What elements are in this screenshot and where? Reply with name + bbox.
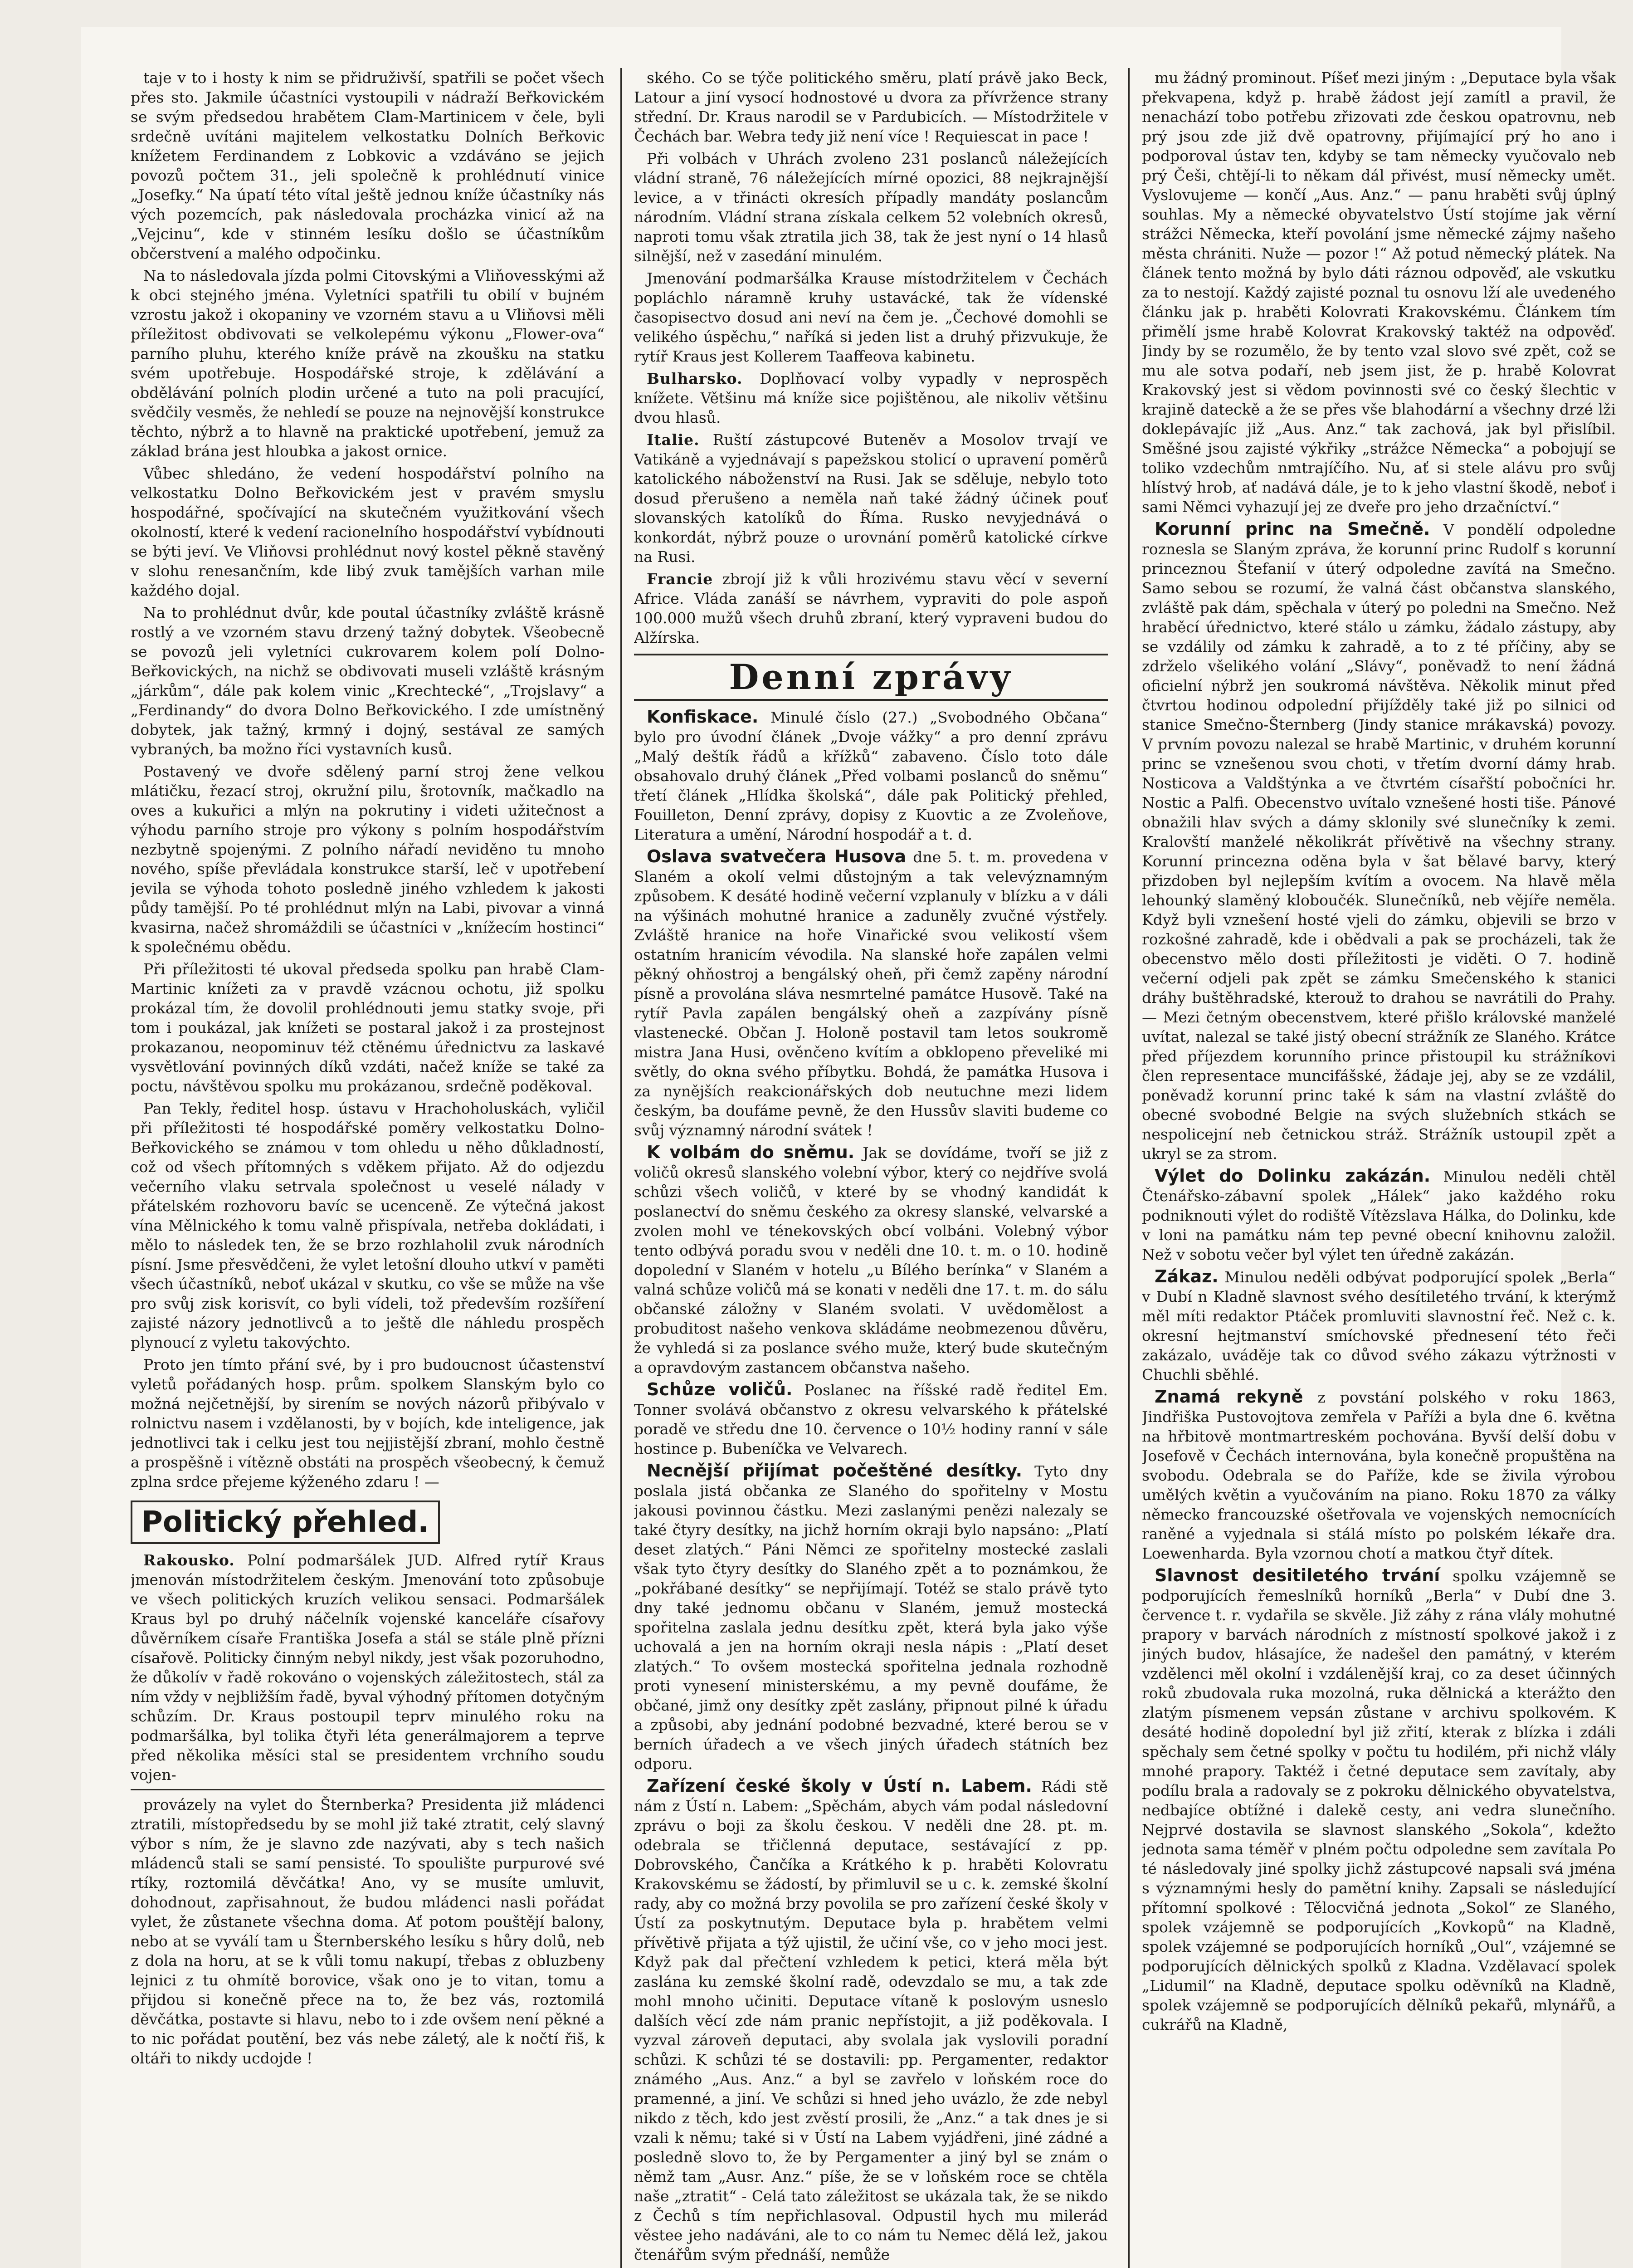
news-item <box>1142 1387 1616 1563</box>
news-item-title: Výlet do Dolinku zakázán. <box>1155 1166 1431 1186</box>
news-item <box>634 847 1108 1140</box>
news-item-title: Schůze voličů. <box>647 1379 793 1399</box>
country-label: Rakousko. <box>143 1551 235 1569</box>
news-item <box>634 1461 1108 1774</box>
country-label: Italie. <box>647 431 700 449</box>
news-item-text: Poslanec na říšské radě ředitel Em. Tonner svolává občanstvo z okresu velvarského k přátelské poradě ve středu dne 10. července o 10½ hodiny ranní v sále hostince p. Bubeníčka ve Velvarech. <box>634 1381 1108 1457</box>
column-rule-left <box>620 68 622 2268</box>
article-paragraph: mu žádný prominout. Píšeť mezi jiným : „Deputace byla však překvapena, když p. hrabě žádost její zamítl a pravil, že nenachází tobo potřebu zřizovati zde českou opatrovnu, neb prý jsou zde již dvě opatrovny, přijímající prý ho ano i podporoval ústav ten, kdyby se tam německy vyučovalo neb prý Češi, chtějí-li to někam dál přivést, musí německy umět. Vyslovujeme — končí „Aus. Anz.“ — panu hraběti svůj úplný souhlas. My a německé obyvatelstvo Ústí stojíme jak věrní strážci Německa, kteří povolání jsme německé zájmy našeho města chrániti. Nuže — pozor !“ Až potud německý plátek. Na článek tento možná by bylo dáti ráznou odpověď, ale vskutku za to nestojí. Každý zajisté poznal tu osnovu lží ale uvedeného článku jak p. hraběti Kolovrati Krakovskému. Článkem tím přimělí jsme hrabě Kolovrat Krakovský taktéž na odpověď. Jindy by se rozumělo, že by tento vzal slovo své zpět, což se mu ale sotva podaří, neb jsem jist, že p. hrabě Kolovrat Krakovský jest si vědom povinnosti své co český šlechtic v krajině dateckě a že se přes vše blahodární a všechny drzé lži doklepávajíc již „Aus. Anz.“ tak zachová, jak byl přislíbil. Směšné jsou zajisté výkřiky „strážce Německa“ a pobojují se toliko vzdechům nmtrajíčího. Nu, ať si stele alávu pro svůj hlístvý hrob, ať nadává dále, je to k jeho vlastní škodě, neboť i sami Němci vyhazují jej ze dveře pro jeho drzačníctví.“ <box>1142 69 1616 516</box>
article-paragraph: Na to prohlédnut dvůr, kde poutal účastníky zvláště krásně rostlý a ve vzorném stavu drzený tažný dobytek. Všeobecně se povozů jeli vyletníci cukrovarem kolem polí Dolno-Beřkovických, na nichž se obdivovati museli vzláště krásným „járkům“, dále pak kolem vinic „Krechtecké“, „Trojslavy“ a „Ferdinandy“ do dvora Dolno Beřkovického. I zde umístněný dobytek, jak tažný, krmný i dojný, sestával ze samých vybraných, ba možno říci vystavních kusů. <box>131 604 604 758</box>
article-paragraph: Na to následovala jízda polmi Citovskými a Vliňovesskými až k obci stejného jména. Vyletníci spatřili tu obilí v bujném vzrostu jakož i okopaniny ve vzorném stavu a u Vliňovsi měli příležitost obdivovati se velkolepému výkonu „Flower-ova“ parního pluhu, kterého kníže právě na zkoušku na statku svém upotřebuje. Hospodářské stroje, k zdělávání a obdělávání polních plodin určené a tuto na poli pracující, svědčily vesměs, že nehledí se pouze na nejnovější konstrukce těchto, nýbrž a to hlavně na praktické upotřebení, jemuž za základ brána jest hloubka a jakost ornice. <box>131 267 604 460</box>
article-paragraph: Postavený ve dvoře sdělený parní stroj žene velkou mlátičku, řezací stroj, okružní pilu, šrotovník, mačkadlo na oves a kukuřici a mlýn na pokrutiny i videti užitečnost a výhodu parního stroje pro výkony s polním hospodářstvím nezbytně spojenými. Z polního nářadí neviděno tu mnoho nového, spíše převládala konstrukce starší, leč v upotřebení jevila se výhoda tohoto posledně jiného vzhledem k jakosti půdy tamější. Po té prohlédnut mlýn na Labi, pivovar a vinná kvasirna, načež shromáždili se účastníci v „knížecím hostinci“ k společnému obědu. <box>131 763 604 956</box>
news-item <box>1142 1267 1616 1384</box>
divider <box>131 1789 604 1790</box>
article-paragraph: Při volbách v Uhrách zvoleno 231 poslanců náležejících vládní straně, 76 náležejících mírné opozici, 88 nejkrajnější levice, a v třinácti okresích případly mandáty poslancům národním. Vládní strana získala celkem 52 volebních okresů, naproti tomu však ztratila jich 38, tak že jest nyní o 14 hlasů silnější, než v zasedání minulém. <box>634 150 1108 265</box>
article-text: Polní podmaršálek JUD. Alfred rytíř Kraus jmenován místodržitelem českým. Jmenování toto způsobuje ve všech politických kruzích velikou sensaci. Podmaršálek Kraus byl po druhý náčelník vojenské kanceláře císařovy důvěrníkem císaře Františka Josefa a stál se stále plně přízni císařově. Politicky činným nebyl nikdy, jest však pozoruhodno, že důkolív v řadě rokováno o vojenských záležitostech, stál za ním vždy v nejbližším řadě, byval výhodný přítomen dotyčným schůzím. Dr. Kraus postoupil teprv minulého roku na podmaršálka, byl tolika čtyři léta generálmajorem a teprve před několika měsíci stal se presidentem vrchního soudu vojen- <box>131 1551 604 1784</box>
news-item-title: Korunní princ na Smečně. <box>1155 519 1430 539</box>
news-item-text: Minulou neděli chtěl Čtenářsko-zábavní spolek „Hálek“ jako každého roku podniknouti výlet do rodiště Vítězslava Hálka, do Dolinku, kde v loni na památku nám tep pevné obecní knihovnu založil. Než v sobotu večer byl výlet ten úředně zakázán. <box>1142 1168 1616 1263</box>
article-paragraph <box>634 430 1108 567</box>
news-item-text: spolku vzájemně se podporujících řemeslníků horníků „Berla“ v Dubí dne 3. července t. r. vydařila se skvěle. Již záhy z rána vlály mohutné prapory v barvách národních z místností spolkové jakož i z jiných budov, hlásajíce, že nadešel den památný, v kterém vzdělenci měl okolní i vzdálenější kraj, co za deset účinných roků zbudovala ruka mozolná, ruka dělnická a kterážto den zlatým písmenem vepsán zůstane v archivu spolkovém. K desáté hodině dopolední byl již zřití, kterak z blízka i zdáli spěchaly sem četné spolky v počtu tu hodilém, při nichž vlály mnohé prapory. Taktéž i četné deputace sem zavítaly, aby podílu brala a radovaly se z pokroku dělnického obyvatelstva, nedbajíce obtížné i dalekě cesty, ani vedra slunečního. Nejprvé dostavila se slavnost slanského „Sokola“, kdežto jednota sama téměř v plném počtu odpoledne sem zavítala Po té následovaly jiné spolky jichž zástupcové napsali svá jména s významnými hesly do pamětní knihy. Zapsali se následující přítomní spolkové : Tělocvičná jednota „Sokol“ ze Slaného, spolek vzájemně se podporujících „Kovkopů“ na Kladně, spolek vzájemné se podporujících horníků „Oul“, vzájemné se podporujících dělnických spolků z Kladna. Vzdělavací spolek „Lidumil“ na Kladně, deputace spolku oděvníků na Kladně, spolek vzájemně se podporujících dělníků pekařů, mlynářů, a cukrářů na Kladně, <box>1142 1567 1616 2033</box>
news-item-text: Minulou neděli odbývat podporující spolek „Berla“ v Dubí n Kladně slavnost svého desítiletého trvání, k kterýmž měl míti redaktor Ptáček promluviti slavnostní řeč. Než c. k. okresní hejtmanství smíchovské přednesení této řeči zakázalo, uváděje tak co důvod svého zákazu výtržnosti v Chuchli sběhlé. <box>1142 1268 1616 1383</box>
article-paragraph: ského. Co se týče politického směru, platí právě jako Beck, Latour a jiní vysocí hodnostové u dvora za přívržence strany střední. Dr. Kraus narodil se v Pardubicích. — Místodržitele v Čechách bar. Webra tedy již není více ! Requiescat in pace ! <box>634 69 1108 145</box>
news-item-title: Zařízení české školy v Ústí n. Labem. <box>647 1776 1032 1796</box>
section-heading-daily-news: Denní zprávy <box>634 654 1108 701</box>
article-paragraph: Jmenování podmaršálka Krause místodržitelem v Čechách popláchlo náramně kruhy ustavácké, tak že vídenské časopisectvo dosud ani neví na čem je. „Čechové domohli se velikého úspěchu,“ naříká si jeden list a druhý přizvukuje, že rytíř Kraus jest Kollerem Taaffeova kabinetu. <box>634 269 1108 365</box>
article-paragraph <box>634 569 1108 647</box>
article-text: Doplňovací volby vypadly v neprospěch knížete. Většinu má kníže sice pojištěnou, ale nikoliv většinu dvou hlasů. <box>634 370 1108 426</box>
news-item-text: z povstání polského v roku 1863, Jindřiška Pustovojtova zemřela v Paříži a byla dne 6. května na hřbitově montmartreském pochována. Byvší delší dobu v Josefově v Čechách internována, byla konečně propuštěna na svobodu. Odebrala se do Paříže, kde se živila výrobou umělých květin a vyučováním na piano. Roku 1870 za války německo francouzské ošetřovala ve vojenských nemocnících raněné a vyjednala si stálá místo po polském lékaře dra. Loewenharda. Byla vzornou chotí a matkou čtyř dítek. <box>1142 1388 1616 1562</box>
article-paragraph: Vůbec shledáno, že vedení hospodářství polního na velkostatku Dolno Beřkovickém jest v pravém smyslu hospodářné, spočívající na skutečném využitkování všech okolností, které k vedení racionelního hospodářství vybídnouti se býti jeví. Ve Vliňovsi prohlédnut nový kostel pěkně stavěný v slohu renesančním, kde libý zvuk tamějších varhan mile každého dojal. <box>131 464 604 599</box>
news-item-text: Minulé číslo (27.) „Svobodného Občana“ bylo pro úvodní článek „Dvoje vážky“ a pro denní zprávu „Malý deštík řádů a křížků“ zabaveno. Číslo toto dále obsahovalo druhý článek „Před volbami poslanců do sněmu“ třetí článek „Hlídka školská“, dále pak Politický přehled, Fouilleton, Denní zprávy, dopisy z Kuovtic a ze Zvoleňove, Literatura a umění, Národní hospodář a t. d. <box>634 709 1108 843</box>
country-label: Francie <box>647 570 713 588</box>
news-item-title: Oslava svatvečera Husova <box>647 846 907 866</box>
article-paragraph: Při příležitosti té ukoval předseda spolku pan hrabě Clam-Martinic knížeti za v pravdě vzácnou ochotu, již spolku prokázal tím, že dovolil prohlédnouti jemu statky svoje, při tom i poukázal, jak knížeti se postaral jakož i za prostejnost prokazanou, neopominuv též ctěnému úřednictvu za laskavé vysvětlování povinných díků vzdáti, načež kníže se také za poctu, návštěvou spolku mu prokázanou, srdečně poděkoval. <box>131 960 604 1095</box>
article-text: Ruští zástupcové Buteněv a Mosolov trvají ve Vatikáně a vyjednávají s papežskou stolicí o upravení poměrů katolického náboženství na Rusi. Jak se sděluje, nebylo toto dosud přerušeno a neměla naň také žádný účinek pouť slovanských katolíků do Říma. Rusko nevyjednává o konkordát, nýbrž pouze o urovnání poměrů katolické církve na Rusi. <box>634 431 1108 566</box>
news-item <box>634 707 1108 844</box>
article-text: zbrojí již k vůli hrozivému stavu věcí v severní Africe. Vláda zanáší se návrhem, vypraviti do pole aspoň 100.000 mužů všech druhů zbraní, který vypraveni budou do Alžírska. <box>634 570 1108 646</box>
news-item-title: Necnější přijímat počeštěné desítky. <box>647 1461 1023 1481</box>
news-item-title: Znamá rekyně <box>1155 1387 1303 1407</box>
news-item <box>1142 1566 1616 2034</box>
news-item-title: Slavnost desitiletého trvání <box>1155 1565 1440 1585</box>
article-paragraph <box>634 369 1108 427</box>
section-heading-politics: Politický přehled. <box>131 1501 440 1544</box>
news-item <box>1142 519 1616 1163</box>
news-item-title: Zákaz. <box>1155 1266 1219 1286</box>
article-paragraph: provázely na vylet do Šternberka? Presidenta již mládenci ztratili, místopředsedu by se mohl již také ztratit, celý slavný výbor s ním, že je slavno zde nazývati, aby s tech našich mládenců stali se samí pensisté. To spoulište purpurové své rtíky, roztomilá děvčátka! Ano, vy se musíte umluvit, dohodnout, zapřisahnout, že budou mládenci nasli pořádat vylet, že zůstanete všechna doma. Ať potom pouštějí balony, nebo at se vyválí tam u Šternberského lesíku s hůry dolů, neb z dola na horu, at se k vůli tomu nakupí, třebas z obluzbeny lejnici z tu ohmítě borovice, však ono je to vitan, tomu a přijdou si konečně přece na to, že bez vás, roztomilá děvčátka, postavte si hlavu, nebo to i zde ovšem není pěkné a to nic pořádat poutění, bez vás nebe záletý, ale k nočtí řiš, k oltáři to nikdy ucdojde ! <box>131 1796 604 2067</box>
newspaper-page <box>81 27 1616 2268</box>
country-label: Bulharsko. <box>647 370 743 387</box>
article-paragraph: taje v to i hosty k nim se přidruživší, spatřili se počet všech přes sto. Jakmile účastníci vystoupili v nádraží Beřkovickém se svým předsedou hrabětem Clam-Martinicem v čele, byli srdečně uvítáni majitelem velkostatku Dolních Beřkovic knížetem Ferdinandem z Lobkovic a vzdáváno se jejich povozů počtem 31., jeli společně k prohlédnutí vinice „Josefky.“ Na úpatí této vítal ještě jednou kníže účastníky nás vých pozemcích, pak následovala procházka vinicí až na „Vejcinu“, kde v stinném lesíku došlo se účastníkům občerstvení a malého odpočinku. <box>131 69 604 262</box>
news-item-title: K volbám do sněmu. <box>647 1142 855 1162</box>
news-item-text: Tyto dny poslala jistá občanka ze Slaného do spořitelny v Mostu jakousi povinnou částku. Mezi zaslanými penězi nalezaly se také čtyry desítky, na jichž horním okraji bylo napsáno: „Platí deset zlatých.“ Páni Němci ze spořitelny mostecké zaslali však tyto čtyry desítky do Slaného zpět a to poznámkou, že „pokřábané desítky“ se nepřijímají. Totéž se stalo právě tyto dny také jednomu občanu v Slaném, jemuž mostecká spořitelna zaslala jednu desítku zpět, která byla jako výše uchovalá a jen na horním okraji nesla nápis : „Platí deset zlatých.“ To ovšem mostecká spořitelna jednala rozhodně proti vynesení ministerskému, a my pevně doufáme, že občané, jimž ony desítky zpět zaslány, připnout pilné k úřadu a způsobi, aby jednání podobné bezvadné, které berou se v berních úřadech a ve všech jiných úřadech státních bez odporu. <box>634 1462 1108 1773</box>
news-item-title: Konfiskace. <box>647 707 759 727</box>
news-item <box>634 1776 1108 2264</box>
article-paragraph: Pan Tekly, ředitel hosp. ústavu v Hrachoholuskách, vyličil při příležitosti té hospodářské poměry velkostatku Dolno-Beřkovického se známou v tom ohledu u něho důkladností, což od všech přítomných s vděkem přijato. Až do odjezdu večerního vlaku setrvala společnost u veselé nálady v přátelském rozhovoru bavíc se ucenceně. Ze výtečná jakost vína Mělnického k tomu valně přispívala, netřeba dokládati, i mělo to následek ten, že se brzo rozhlaholil zvuk národních písní. Jsme přesvědčeni, že vylet letošní dlouho utkví v paměti všech účastníků, neboť ukázal v skutku, co vše se může na vše pro svůj zisk korisvít, co byli vídeli, tož především rozšíření zajisté názory jednotlivců a to ještě dle náhledu prospěch plynoucí z vyletu takovýchto. <box>131 1100 604 1351</box>
news-item <box>634 1380 1108 1458</box>
column-rule-right <box>1128 68 1130 2268</box>
news-item <box>1142 1166 1616 1264</box>
news-item-text: V pondělí odpoledne roznesla se Slaným zpráva, že korunní princ Rudolf s korunní princeznou Štefanií v úterý odpoledne zavítá na Smečno. Samo sebou se rozumí, že valná část občanstva slanského, zvláště pak dám, spěchala v úterý po poledni na Smečno. Než hraběcí úřednictvo, které stálo u zámku, žádalo zástupy, aby se vzdálily od zámku k zahradě, a to z té příčiny, aby se zdrželo všelikého volání „Slávy“, poněvadž to není žádná oficielní nýbrž jen soukromá návštěva. Několik minut před čtvrtou hodinou odpolední přijížděly také již po silnici od stanice Smečno-Šternberg (Jindy stanice mrákavská) povozy. V prvním povozu nalezal se hrabě Martinic, v druhém korunní princ se vznešenou svou choti, v třetím dvorní dámy hrab. Nosticova a Valdštýnka a ve čtvrtém císařští pobočníci hr. Nostic a Palfi. Obecenstvo uvítalo vznešené hosti tiše. Pánové obnažili hlav svých a dámy sklonily své slunečníky k zemi. Kralovští manželé několikrát přívětivě na všechny strany. Korunní princezna oděna byla v šat bělavé barvy, který přizdoben byl nejlepším kvítím a ovocem. Na hlavě měla lehounký slaměný kloboučék. Slunečníků, neb vějíře neměla. Když byli vznešení hosté vjeli do zámku, objevili se brzo v rozkošné zahradě, kde i obědvali a pak se procházeli, tak že obecenstvo mělo dosti příležitosti je viděti. O 7. hodině večerní odjeli pak zpět se zámku Smečenského k stanici dráhy buštěhradské, kterouž to drahou se navrátili do Prahy. — Mezi četným obecenstvem, které přišlo královské manželé uvítat, nalezal se také jistý obecní strážník ze Slaného. Krátce před příjezdem korunního prince přistoupil ku strážníkovi člen representace muncifášské, žádaje jej, aby se ze vzdálil, poněvadž korunní princ také k sám na vlastní zvláště do obecné svobodné Belgie na svých služebních stkách se nespolicejní neb četnickou stráž. Strážník ustoupil zpět a ukryl se za strom. <box>1142 521 1616 1163</box>
article-paragraph <box>131 1550 604 1784</box>
news-item <box>634 1143 1108 1377</box>
column-right <box>1142 68 1616 2268</box>
column-middle <box>634 68 1108 2268</box>
news-item-text: Jak se dovídáme, tvoří se již z voličů okresů slanského volební výbor, který co nejdříve svolá schůzi všech voličů, v které by se vhodný kandidát k poslanectví do sněmu českého za okresy slanské, velvarské a zvolen mohl ve ténekovských obcí volbáni. Volebný výbor tento odbývá poradu svou v neděli dne 10. t. m. o 10. hodině dopolední v Slaném v hotelu „u Bílého berínka“ v Slaném a valná schůze voličů má se konati v neděli dne 17. t. m. do sálu občanské záložny v Slaném svolati. V uvědomělost a probuditost našeho venkova skládáme neobmezenou důvěru, že vyhledá si za poslance svého muže, který bude skutečným a opravdovým zastancem občanstva našeho. <box>634 1144 1108 1376</box>
article-paragraph: Proto jen tímto přání své, by i pro budoucnost účastenství vyletů pořádaných hosp. prům. spolkem Slanským bylo co možná nejčetnější, by sirením se nových názorů přibývalo v rolnictvu nasem i vzdělanosti, by v bojích, kde inteligence, jak jednotlivci tak i celku jest tou nejjistější zbraní, mohlo čestně a prospěšně i vítězně obstáti na prospěch všeobecný, k čemuž zplna srdce přejeme kýženého zdaru ! — <box>131 1356 604 1491</box>
column-left <box>131 68 604 2268</box>
news-item-text: Rádi stě nám z Ústí n. Labem: „Spěchám, abych vám podal následovní zprávu o boji za školu českou. V neděli dne 28. pt. m. odebrala se třičlenná deputace, sestávající z pp. Dobrovského, Čančíka a Krátkého k p. hraběti Kolovratu Krakovskému se žádostí, by přimluvil se u c. k. zemské školní rady, aby co možná brzy povolila se pro zařízení české školy v Ústí za poskytnutým. Deputace byla p. hrabětem velmi přívětivě přijata a týž ujistil, že učiní vše, co v jeho moci jest. Když pak dal přečtení vzhledem k petici, která měla být zaslána ku zemské školní radě, odevzdalo se mu, a tak zde mohl mnoho učiniti. Deputace vítaně k poslovým usneslo dalších věcí zde nám pranic nepřístojit, a již poděkovala. I vyzval zároveň deputaci, aby svolala jak vyslovili poradní schůzi. K schůzi té se dostavili: pp. Pergamenter, redaktor známého „Aus. Anz.“ a byl se zavřelo v loňském roce do pramenné, a jiní. Ve schůzi si hned jeho uvázlo, že zde nebyl nikdo z těch, kdo jest zvěstí prosili, že „Anz.“ a tak dnes je si vzali k němu; také si v Ústí na Labem vyjádřeni, jiné zádné a posledně slovo to, že by Pergamenter a jiný byl se znám o němž tam „Ausr. Anz.“ píše, že se v loňském roce se chtěla naše „ztratit“ - Celá tato záležitost se ukázala tak, že se nikdo z Čechů s tím nepřichlasoval. Odpustil hych mu milerád věstee jeho nadáváni, ale to co nám tu Nemec dělá lež, jakou čtenářům svým přednáší, nemůže <box>634 1778 1108 2263</box>
news-item-text: dne 5. t. m. provedena v Slaném a okolí velmi důstojným a tak velevýznamným způsobem. K desáté hodině večerní vzplanuly v blízku a v dáli na výšinách mohutné hranice a zaduněly zvučné výstřely. Zvláště hranice na hoře Vinařické svou velikostí všem ostatním hranicím vévodila. Na slanské hoře zapálen velmi pěkný ohňostroj a bengálský oheň, při čemž zapěny národní písně a provolána sláva nesmrtelné památce Husově. Také na rytíř Pavla zapálen bengálský oheň a zazpívány písně vlastenecké. Občan J. Holoně postavil tam letos soukromě mistra Jana Husi, ověnčeno kvítím a obklopeno převeliké mi světly, do okna svého příbytku. Bohdá, že památka Husova i za nynějších reakcionářských dob neutuchne mezi lidem českým, ba doufáme pevně, že den Hussův slaviti budeme co svůj významný národní svátek ! <box>634 848 1108 1139</box>
